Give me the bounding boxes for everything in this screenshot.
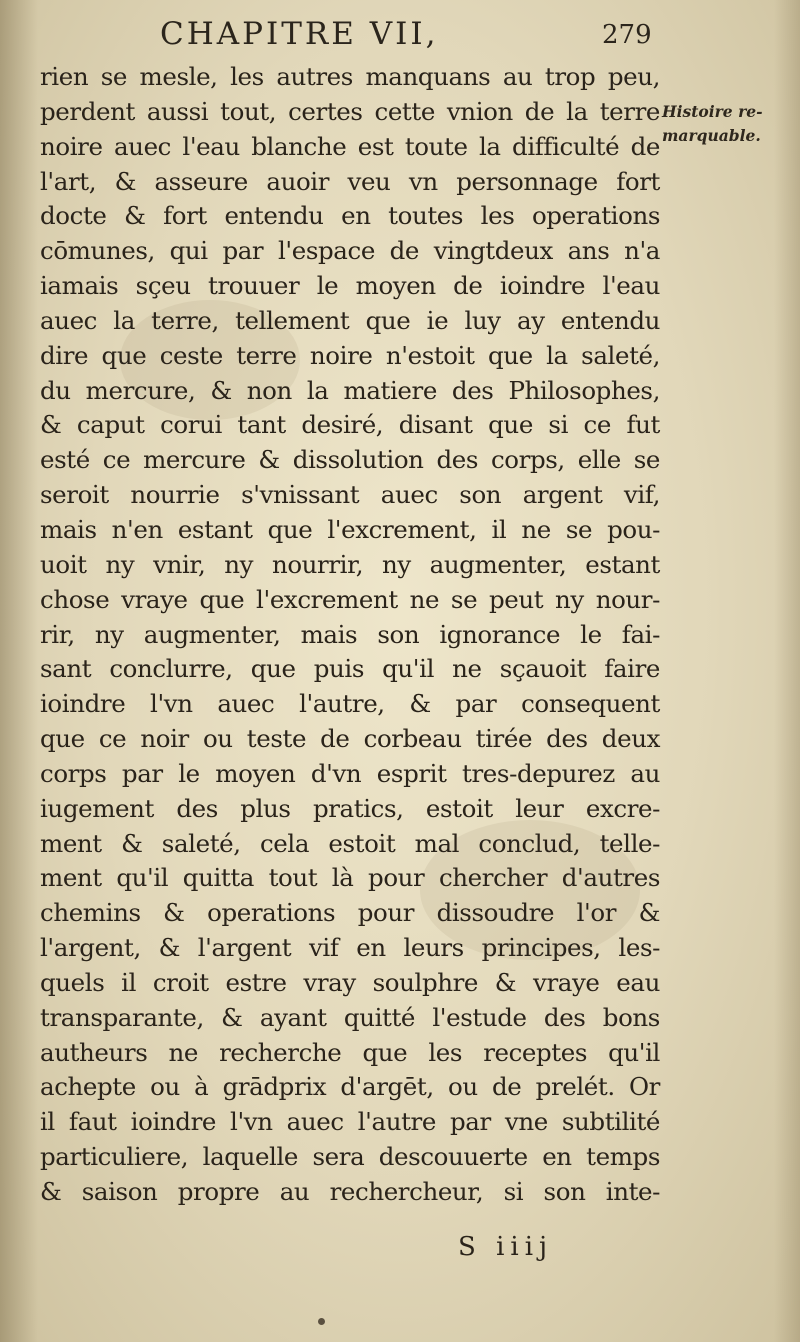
text-line: & caput corui tant desiré, disant que si ce fut — [40, 410, 660, 440]
text-line: autheurs ne recherche que les receptes qu'il — [40, 1037, 660, 1067]
text-line: esté ce mercure & dissolution des corps, elle se — [40, 445, 660, 475]
page-gutter-shadow — [0, 0, 38, 1342]
text-line: dire que ceste terre noire n'estoit que la saleté, — [40, 340, 660, 370]
margin-note — [662, 100, 782, 148]
text-line: perdent aussi tout, certes cette vnion de la terre — [40, 96, 660, 126]
text-line: corps par le moyen d'vn esprit tres-depurez au — [40, 758, 660, 788]
text-line: rir, ny augmenter, mais son ignorance le fai- — [40, 619, 660, 649]
text-line: achepte ou à grādprix d'argēt, ou de prelét. Or — [40, 1072, 660, 1102]
text-line: chemins & operations pour dissoudre l'or & — [40, 898, 660, 928]
page-number: 279 — [602, 20, 652, 50]
margin-note-line: marquable. — [662, 126, 761, 145]
text-line: uoit ny vnir, ny nourrir, ny augmenter, estant — [40, 549, 660, 579]
text-line: rien se mesle, les autres manquans au trop peu, — [40, 62, 660, 91]
text-line: sant conclurre, que puis qu'il ne sçauoit faire — [40, 654, 660, 684]
text-line: mais n'en estant que l'excrement, il ne se pou- — [40, 514, 660, 544]
page-header — [0, 10, 800, 60]
signature-mark: S iiij — [458, 1232, 554, 1262]
text-line: docte & fort entendu en toutes les operations — [40, 201, 660, 231]
text-line: l'art, & asseure auoir veu vn personnage fort — [40, 166, 660, 196]
text-line: particuliere, laquelle sera descouuerte en temps — [40, 1142, 660, 1172]
text-line: cōmunes, qui par l'espace de vingtdeux ans n'a — [40, 236, 660, 266]
text-line: iamais sçeu trouuer le moyen de ioindre l'eau — [40, 271, 660, 301]
ink-dot — [318, 1318, 325, 1325]
text-line: du mercure, & non la matiere des Philosophes, — [40, 375, 660, 405]
text-line: seroit nourrie s'vnissant auec son argent vif, — [40, 480, 660, 510]
text-line: auec la terre, tellement que ie luy ay entendu — [40, 305, 660, 335]
text-line: ioindre l'vn auec l'autre, & par consequent — [40, 689, 660, 719]
text-line: chose vraye que l'excrement ne se peut ny nour- — [40, 584, 660, 614]
text-line: ment & saleté, cela estoit mal conclud, telle- — [40, 828, 660, 858]
text-line: il faut ioindre l'vn auec l'autre par vne subtilité — [40, 1107, 660, 1137]
page-edge-shadow — [774, 0, 800, 1342]
text-line: transparante, & ayant quitté l'estude des bons — [40, 1002, 660, 1032]
text-line: iugement des plus pratics, estoit leur excre- — [40, 793, 660, 823]
body-text — [40, 60, 660, 1210]
text-line: ment qu'il quitta tout là pour chercher d'autres — [40, 863, 660, 893]
text-line: noire auec l'eau blanche est toute la difficulté de — [40, 131, 660, 161]
running-head: CHAPITRE VII, — [160, 16, 439, 52]
text-line: que ce noir ou teste de corbeau tirée des deux — [40, 724, 660, 754]
text-line: & saison propre au rechercheur, si son inte- — [40, 1177, 660, 1206]
margin-note-line: Histoire re- — [662, 102, 763, 121]
text-line: l'argent, & l'argent vif en leurs principes, les- — [40, 933, 660, 963]
text-line: quels il croit estre vray soulphre & vraye eau — [40, 967, 660, 997]
